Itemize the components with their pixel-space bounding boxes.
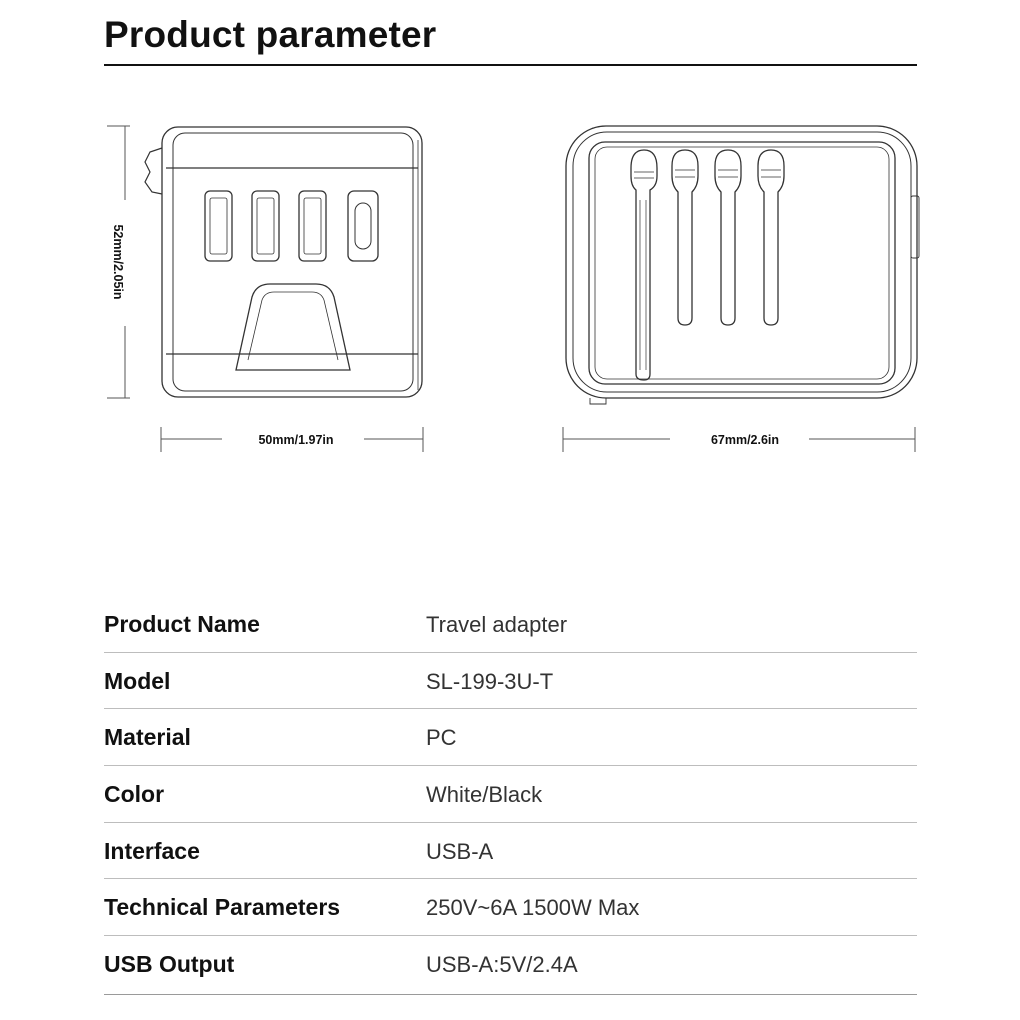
- spec-label: Product Name: [104, 611, 260, 637]
- spec-label: Material: [104, 724, 191, 751]
- spec-label: Color: [104, 781, 165, 808]
- table-row: [104, 766, 917, 823]
- table-row: [104, 596, 917, 653]
- spec-value: USB-A: [426, 838, 494, 864]
- spec-value: White/Black: [426, 782, 543, 808]
- table-row: [104, 936, 917, 992]
- table-row: [104, 823, 917, 880]
- spec-label: USB Output: [104, 951, 235, 978]
- spec-label: Interface: [104, 837, 200, 864]
- table-row: [104, 879, 917, 936]
- table-row: [104, 709, 917, 766]
- table-bottom-divider: [104, 994, 917, 995]
- back-view-drawing: [566, 126, 919, 404]
- spec-value: USB-A:5V/2.4A: [426, 952, 578, 978]
- spec-value: PC: [426, 725, 457, 751]
- table-row: [104, 653, 917, 710]
- spec-label: Model: [104, 667, 171, 694]
- spec-label: Technical Parameters: [104, 894, 341, 921]
- front-width-label: 50mm/1.97in: [258, 433, 334, 447]
- page-title: Product parameter: [104, 14, 437, 55]
- front-height-label: 52mm/2.05in: [111, 224, 125, 300]
- spec-value: SL-199-3U-T: [426, 668, 554, 694]
- spec-value: 250V~6A 1500W Max: [426, 895, 640, 921]
- back-width-label: 67mm/2.6in: [710, 433, 780, 447]
- front-view-drawing: [145, 127, 422, 397]
- spec-table: [104, 596, 917, 992]
- spec-value: Travel adapter: [426, 612, 568, 637]
